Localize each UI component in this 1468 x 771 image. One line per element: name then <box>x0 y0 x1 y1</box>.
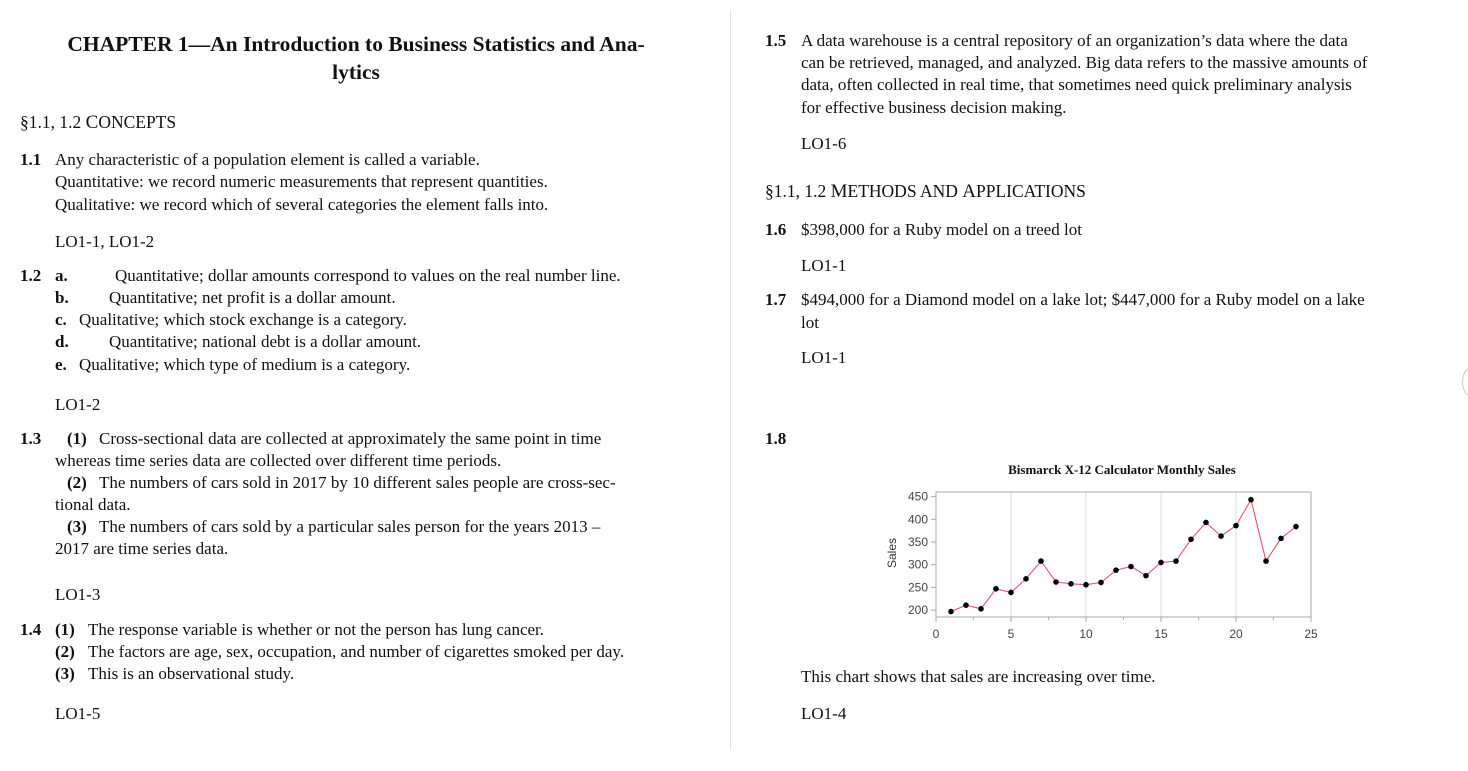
item-letter: b. <box>55 288 69 307</box>
question-number: 1.3 <box>20 429 42 448</box>
chapter-title-line2: lytics <box>332 60 380 84</box>
answer-line: can be retrieved, managed, and analyzed. Big data refers to the massive amounts of <box>801 53 1368 72</box>
data-point <box>1038 558 1044 564</box>
sales-line <box>951 500 1296 612</box>
part-label: (1) <box>67 429 87 448</box>
section-heading-methods <box>765 181 1086 203</box>
answer-line: This is an observational study. <box>88 664 295 683</box>
question-number: 1.7 <box>765 290 787 309</box>
learning-objective: LO1-1 <box>801 348 847 367</box>
item-text: Quantitative; national debt is a dollar amount. <box>109 332 422 351</box>
data-point <box>1188 536 1194 542</box>
question-number: 1.5 <box>765 31 787 50</box>
answer-line: $398,000 for a Ruby model on a treed lot <box>801 220 1082 239</box>
data-point <box>1158 560 1164 566</box>
data-point <box>978 606 984 612</box>
question-number: 1.4 <box>20 620 42 639</box>
item-letter: d. <box>55 332 69 351</box>
x-tick-label: 15 <box>1154 627 1168 641</box>
sales-line-chart <box>870 455 1340 650</box>
question-number: 1.6 <box>765 220 787 239</box>
chart-title: Bismarck X-12 Calculator Monthly Sales <box>1008 462 1236 477</box>
section-heading-cap: M <box>830 181 848 202</box>
part-label: (1) <box>55 620 75 639</box>
y-tick-label: 450 <box>907 489 928 504</box>
data-point <box>1008 590 1014 596</box>
y-axis <box>908 490 936 618</box>
answer-line: Quantitative: we record numeric measurements that represent quantities. <box>55 172 548 191</box>
data-point <box>948 609 954 615</box>
y-axis-label: Sales <box>885 537 899 569</box>
x-axis <box>933 617 1318 641</box>
data-point <box>1203 520 1209 526</box>
answer-line: whereas time series data are collected over different time periods. <box>55 451 502 470</box>
answer-line: The factors are age, sex, occupation, and number of cigarettes smoked per day. <box>88 642 625 661</box>
data-point <box>993 586 999 592</box>
item-letter: a. <box>55 266 68 285</box>
x-tick-label: 5 <box>1007 627 1015 641</box>
answer-line: Qualitative: we record which of several categories the element falls into. <box>55 195 549 214</box>
data-point <box>1278 536 1284 542</box>
chapter-title <box>20 30 692 86</box>
learning-objective: LO1-1, LO1-2 <box>55 232 155 251</box>
question-number: 1.1 <box>20 150 42 169</box>
item-letter: c. <box>55 310 67 329</box>
data-point <box>1083 582 1089 588</box>
section-number: §1.1, 1.2 <box>20 112 86 132</box>
item-letter: e. <box>55 355 67 374</box>
y-tick-label: 400 <box>907 512 928 527</box>
data-point <box>963 602 969 608</box>
data-point <box>1248 497 1254 503</box>
page-edge-mark <box>1462 368 1468 396</box>
learning-objective: LO1-6 <box>801 134 847 153</box>
answer-line: The numbers of cars sold in 2017 by 10 different sales people are cross-sec- <box>99 473 616 492</box>
answer-line: $494,000 for a Diamond model on a lake lot; $447,000 for a Ruby model on a lake <box>801 290 1365 309</box>
part-label: (2) <box>67 473 87 492</box>
answer-line: A data warehouse is a central repository of an organization’s data where the data <box>801 31 1348 50</box>
y-tick-label: 300 <box>907 557 928 572</box>
section-heading-rest: ETHODS AND <box>847 181 963 201</box>
data-point <box>1143 573 1149 579</box>
learning-objective: LO1-4 <box>801 704 847 723</box>
chart-caption: This chart shows that sales are increasing over time. <box>801 667 1156 686</box>
answer-line: tional data. <box>55 495 131 514</box>
data-point <box>1173 558 1179 564</box>
answer-line: for effective business decision making. <box>801 98 1067 117</box>
data-point <box>1023 576 1029 582</box>
answer-line: 2017 are time series data. <box>55 539 229 558</box>
learning-objective: LO1-2 <box>55 395 101 414</box>
learning-objective: LO1-1 <box>801 256 847 275</box>
section-heading-concepts <box>20 112 176 134</box>
section-heading-rest: ONCEPTS <box>98 112 177 132</box>
learning-objective: LO1-5 <box>55 704 101 723</box>
section-number: §1.1, 1.2 <box>765 181 831 201</box>
part-label: (3) <box>67 517 87 536</box>
y-tick-label: 350 <box>907 535 928 549</box>
item-text: Qualitative; which type of medium is a category. <box>79 355 411 374</box>
item-text: Quantitative; dollar amounts correspond to values on the real number line. <box>115 266 621 285</box>
sales-series <box>948 497 1299 614</box>
answer-line: Any characteristic of a population element is called a variable. <box>55 150 480 169</box>
learning-objective: LO1-3 <box>55 585 101 604</box>
part-label: (2) <box>55 642 75 661</box>
answer-line: lot <box>801 313 819 332</box>
question-number: 1.8 <box>765 429 787 448</box>
data-point <box>1053 579 1059 585</box>
section-heading-rest: PPLICATIONS <box>976 181 1086 201</box>
data-point <box>1113 567 1119 573</box>
section-heading-cap: C <box>85 112 99 133</box>
plot-frame <box>936 492 1311 617</box>
question-number: 1.2 <box>20 266 42 285</box>
data-point <box>1263 558 1269 564</box>
y-tick-label: 250 <box>907 580 928 595</box>
data-point <box>1218 533 1224 539</box>
column-divider <box>730 10 731 750</box>
x-tick-label: 0 <box>932 627 940 641</box>
data-point <box>1068 581 1074 587</box>
chart-grid <box>1011 492 1236 617</box>
answer-line: The response variable is whether or not the person has lung cancer. <box>88 620 545 639</box>
y-tick-label: 200 <box>907 603 928 618</box>
item-text: Qualitative; which stock exchange is a category. <box>79 310 407 329</box>
answer-line: Cross-sectional data are collected at approximately the same point in time <box>99 429 602 448</box>
data-point <box>1293 524 1299 530</box>
data-point <box>1233 523 1239 529</box>
answer-line: data, often collected in real time, that sometimes need quick preliminary analysis <box>801 75 1352 94</box>
x-tick-label: 10 <box>1079 627 1093 641</box>
x-tick-label: 20 <box>1229 627 1243 641</box>
section-heading-cap: A <box>962 181 976 202</box>
answer-line: The numbers of cars sold by a particular sales person for the years 2013 – <box>99 517 601 536</box>
data-point <box>1128 564 1134 570</box>
x-tick-label: 25 <box>1304 627 1318 641</box>
part-label: (3) <box>55 664 75 683</box>
item-text: Quantitative; net profit is a dollar amount. <box>109 288 396 307</box>
data-point <box>1098 580 1104 586</box>
chapter-title-line1: CHAPTER 1—An Introduction to Business Statistics and Ana- <box>67 32 645 56</box>
